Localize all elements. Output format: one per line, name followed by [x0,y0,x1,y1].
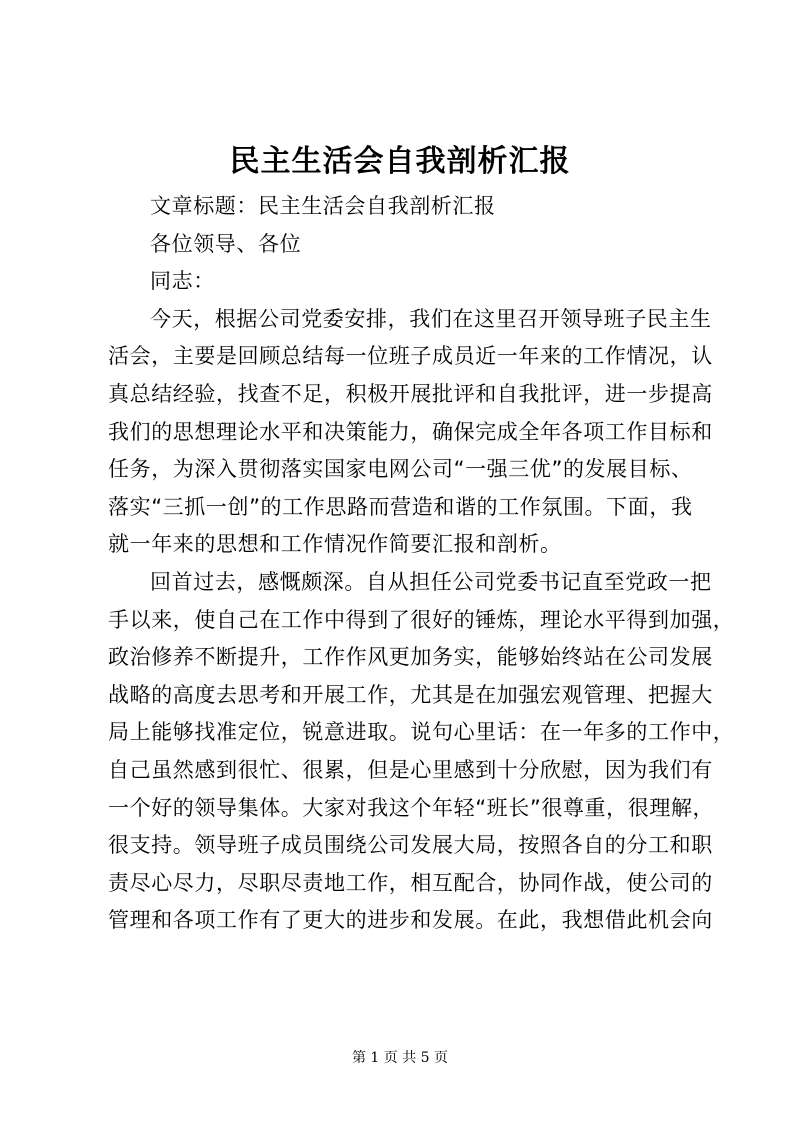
page-number: 第 1 页 共 5 页 [351,1050,449,1066]
text-line: 手以来，使自己在工作中得到了很好的锤炼，理论水平得到加强， [108,607,735,632]
text-line: 今天，根据公司党委安排，我们在这里召开领导班子民主生 [150,306,712,331]
text-line: 落实“三抓一创”的工作思路而营造和谐的工作氛围。下面，我 [108,494,693,519]
text-line: 管理和各项工作有了更大的进步和发展。在此，我想借此机会向 [108,908,713,933]
document-body [108,188,735,940]
text-line: 战略的高度去思考和开展工作，尤其是在加强宏观管理、把握大 [108,682,713,707]
text-line: 就一年来的思想和工作情况作简要汇报和剖析。 [108,532,562,557]
text-line: 活会，主要是回顾总结每一位班子成员近一年来的工作情况，认 [108,344,713,369]
text-line: 同志： [150,269,215,294]
text-line: 各位领导、各位 [150,231,302,256]
text-line: 我们的思想理论水平和决策能力，确保完成全年各项工作目标和 [108,419,713,444]
text-line: 文章标题：民主生活会自我剖析汇报 [150,194,496,218]
text-line: 一个好的领导集体。大家对我这个年轻“班长”很尊重，很理解， [108,795,715,820]
text-line: 真总结经验，找查不足，积极开展批评和自我批评，进一步提高 [108,381,713,406]
text-line: 很支持。领导班子成员围绕公司发展大局，按照各自的分工和职 [108,833,713,858]
text-line: 任务，为深入贯彻落实国家电网公司“一强三优”的发展目标、 [108,457,693,482]
text-line: 自己虽然感到很忙、很累，但是心里感到十分欣慰，因为我们有 [108,757,713,782]
document-title: 民主生活会自我剖析汇报 [229,144,571,179]
text-line: 责尽心尽力，尽职尽责地工作，相互配合，协同作战，使公司的 [108,870,713,895]
text-line: 回首过去，感慨颇深。自从担任公司党委书记直至党政一把 [150,569,712,594]
text-line: 政治修养不断提升，工作作风更加务实，能够始终站在公司发展 [108,645,713,670]
text-line: 局上能够找准定位，锐意进取。说句心里话：在一年多的工作中， [108,720,735,745]
